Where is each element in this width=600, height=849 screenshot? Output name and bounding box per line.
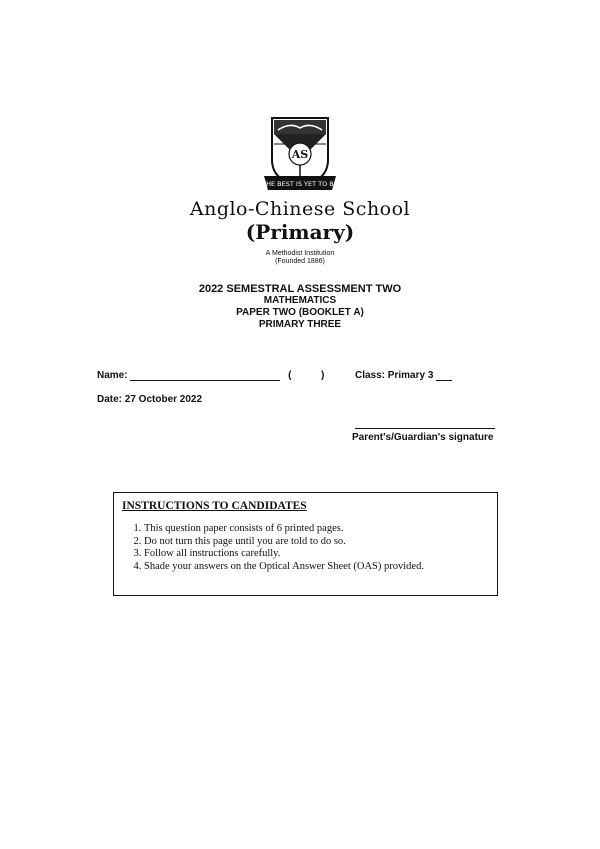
svg-text:AS: AS — [291, 148, 309, 161]
instruction-item: 3. Follow all instructions carefully. — [144, 548, 424, 561]
school-crest-logo — [260, 110, 340, 195]
signature-label: Parent's/Guardian's signature — [352, 432, 494, 443]
crest-motto: THE BEST IS YET TO BE — [262, 180, 338, 188]
class-field[interactable] — [436, 370, 452, 381]
school-name: Anglo-Chinese School — [189, 198, 411, 220]
institution-line: A Methodist Institution — [265, 250, 335, 257]
index-open: ( — [288, 370, 292, 381]
instruction-item: 2. Do not turn this page until you are told to do so. — [144, 536, 424, 549]
exam-paper: PAPER TWO (BOOKLET A) — [236, 307, 364, 318]
instruction-item: 4. Shade your answers on the Optical Answer Sheet (OAS) provided. — [144, 561, 424, 574]
name-field[interactable] — [130, 370, 280, 381]
class-row — [355, 370, 452, 381]
school-subtitle: (Primary) — [245, 220, 355, 244]
index-close: ) — [321, 370, 325, 381]
date-label: Date: 27 October 2022 — [97, 394, 203, 405]
instruction-item: 1. This question paper consists of 6 printed pages. — [144, 523, 424, 536]
exam-level: PRIMARY THREE — [258, 319, 342, 330]
instructions-box — [113, 492, 498, 596]
signature-line[interactable] — [355, 428, 495, 429]
exam-title: 2022 SEMESTRAL ASSESSMENT TWO — [198, 283, 402, 295]
exam-headings — [0, 283, 600, 331]
name-label: Name: — [97, 370, 128, 381]
exam-subject: MATHEMATICS — [263, 295, 337, 306]
institution-info — [0, 250, 600, 266]
instructions-list — [122, 523, 424, 573]
name-row — [97, 370, 324, 381]
instructions-title: INSTRUCTIONS TO CANDIDATES — [122, 500, 307, 512]
class-label: Class: Primary 3 — [355, 370, 434, 381]
founded-line: (Founded 1886) — [275, 258, 325, 265]
